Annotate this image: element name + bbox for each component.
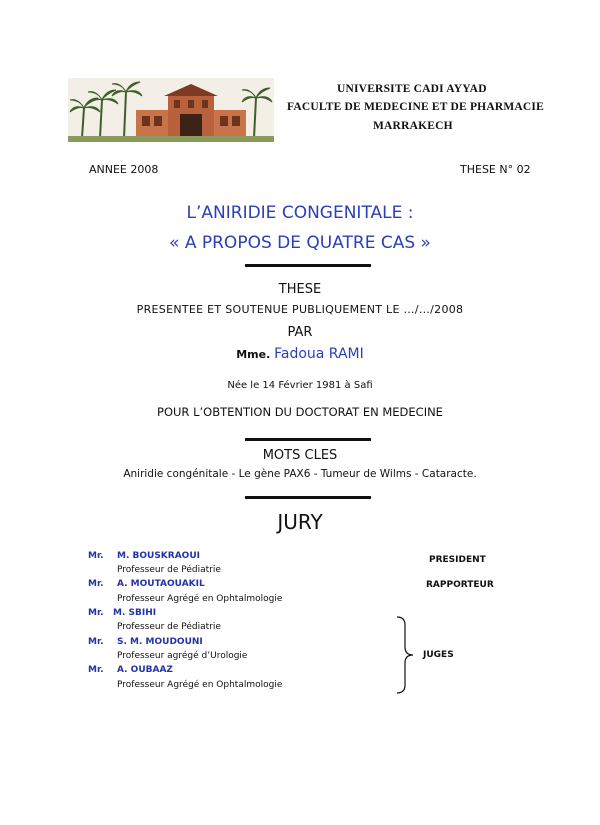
- title-divider: [245, 264, 371, 267]
- thesis-title-line2: « A PROPOS DE QUATRE CAS »: [169, 233, 431, 253]
- jury-member-5-role: Professeur Agrégé en Ophtalmologie: [117, 680, 283, 690]
- jury-member-2-name: A. MOUTAOUAKIL: [117, 579, 205, 589]
- keywords-label: MOTS CLES: [262, 448, 338, 463]
- author-line: [0, 346, 600, 362]
- jury-member-2-role: Professeur Agrégé en Ophtalmologie: [117, 594, 283, 604]
- jury-member-5-name: A. OUBAAZ: [117, 665, 173, 675]
- these-label: THESE: [278, 282, 322, 297]
- faculty-name: FACULTE DE MEDECINE ET DE PHARMACIE: [287, 101, 544, 113]
- author-name: Fadoua RAMI: [274, 346, 364, 362]
- jury-member-2-mr: Mr.: [88, 579, 104, 589]
- president-label: PRESIDENT: [429, 555, 486, 565]
- jury-label: JURY: [277, 510, 323, 534]
- city-name: MARRAKECH: [373, 120, 453, 132]
- jury-member-5-mr: Mr.: [88, 665, 104, 675]
- academic-year: ANNEE 2008: [89, 163, 159, 176]
- birth-line: Née le 14 Février 1981 à Safi: [227, 380, 373, 391]
- keywords-divider: [245, 496, 371, 499]
- jury-member-1-mr: Mr.: [88, 551, 104, 561]
- these-number: THESE N° 02: [460, 163, 531, 176]
- rapporteur-label: RAPPORTEUR: [426, 580, 494, 590]
- jury-member-4-role: Professeur agrégé d’Urologie: [117, 651, 248, 661]
- purpose-line: POUR L’OBTENTION DU DOCTORAT EN MEDECINE: [157, 405, 443, 419]
- thesis-title-line1: L’ANIRIDIE CONGENITALE :: [186, 203, 414, 223]
- jury-member-3-name: M. SBIHI: [113, 608, 157, 618]
- faculty-logo: [68, 78, 274, 142]
- jury-member-3-role: Professeur de Pédiatrie: [117, 622, 221, 632]
- jury-member-1-role: Professeur de Pédiatrie: [117, 565, 221, 575]
- right-brace-icon: [395, 615, 417, 695]
- author-title: Mme.: [236, 348, 271, 361]
- keywords-list: Aniridie congénitale - Le gène PAX6 - Tumeur de Wilms - Cataracte.: [123, 468, 477, 480]
- jury-member-3-mr: Mr.: [88, 608, 104, 618]
- jury-member-4-name: S. M. MOUDOUNI: [117, 637, 203, 647]
- university-name: UNIVERSITE CADI AYYAD: [337, 83, 487, 95]
- faculty-building-icon: [68, 78, 274, 142]
- purpose-divider: [245, 438, 371, 441]
- jury-member-1-name: M. BOUSKRAOUI: [117, 551, 200, 561]
- jury-member-4-mr: Mr.: [88, 637, 104, 647]
- juges-label: JUGES: [423, 650, 454, 660]
- presented-line: PRESENTEE ET SOUTENUE PUBLIQUEMENT LE …/…/2008: [136, 303, 464, 316]
- par-label: PAR: [287, 325, 313, 340]
